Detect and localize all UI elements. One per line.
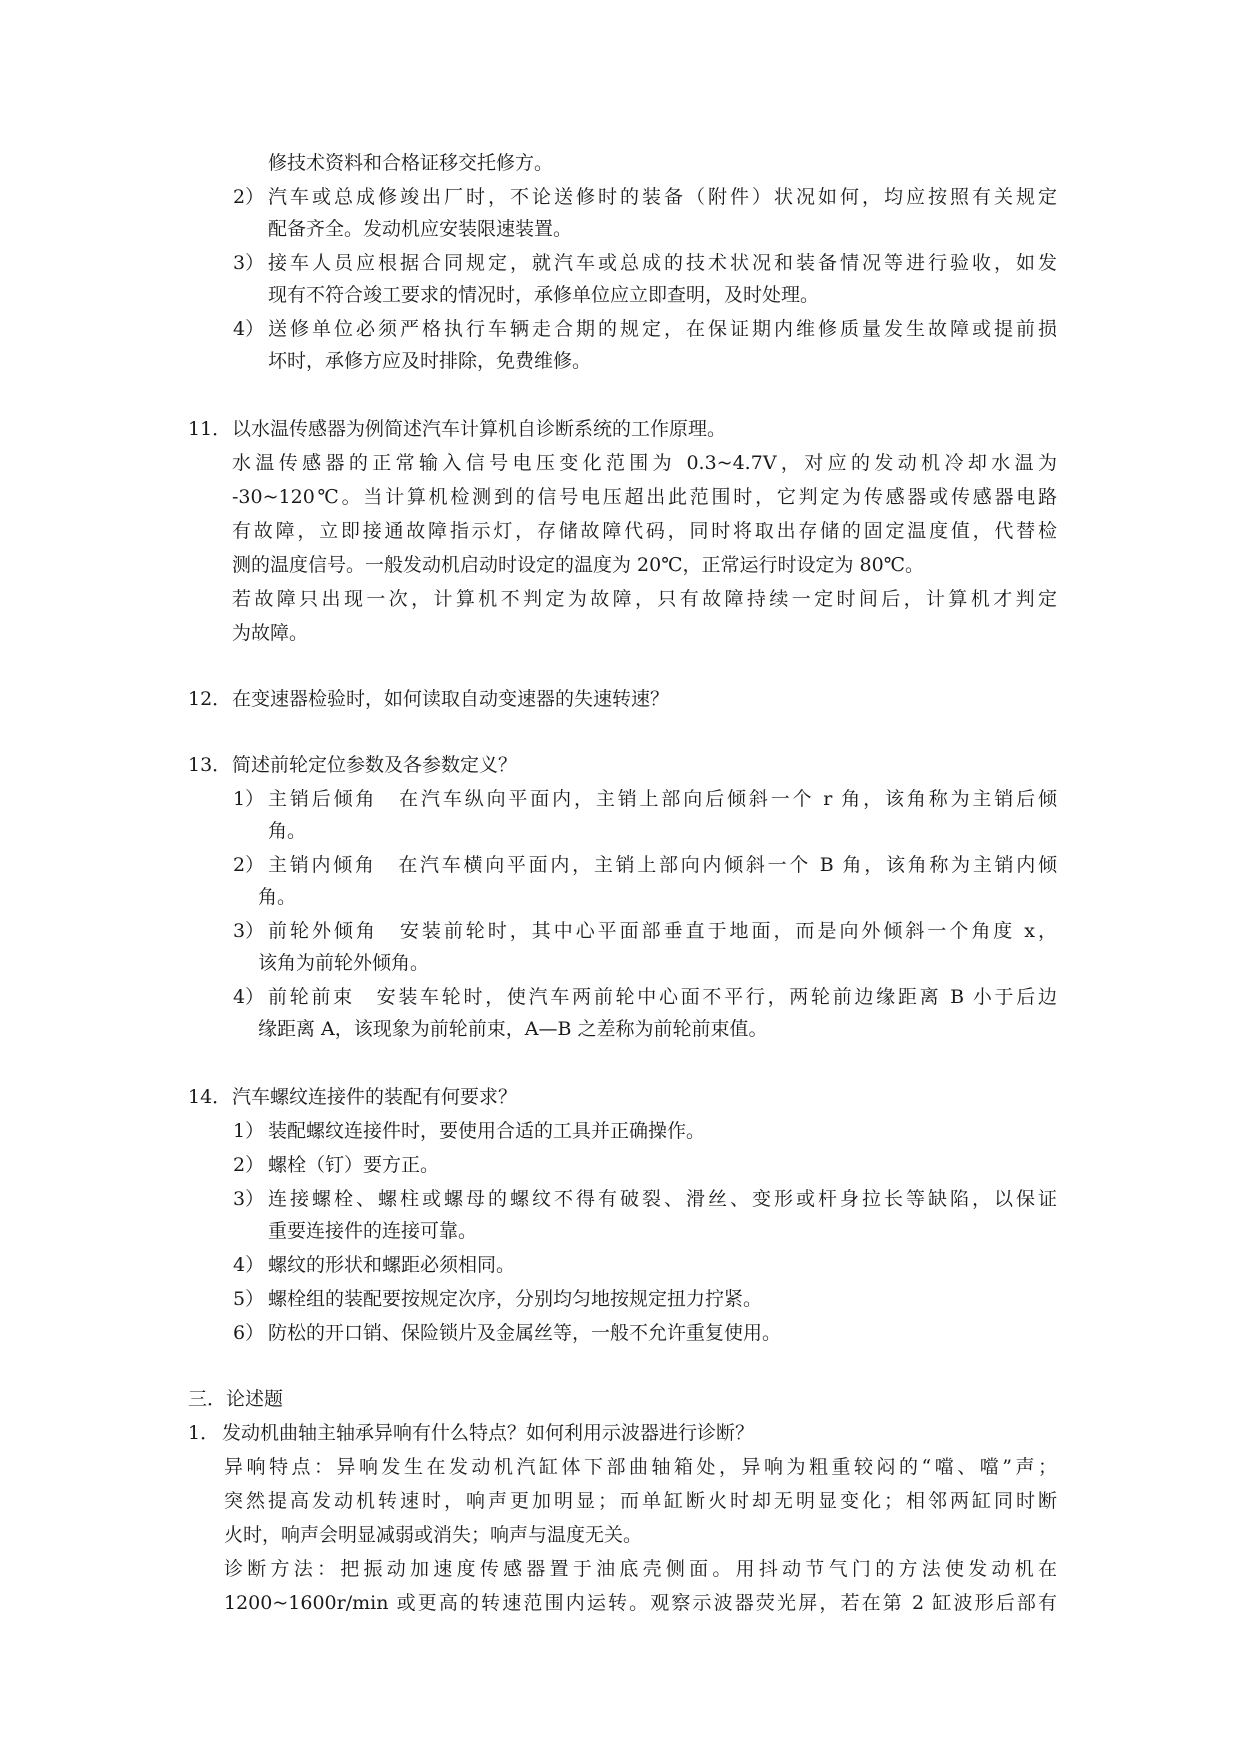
question-number: 12． xyxy=(188,688,232,710)
item-text-line: 装配螺纹连接件时，要使用合适的工具并正确操作。 xyxy=(268,1120,706,1142)
item-number: 3） xyxy=(233,252,265,274)
item-text-line: 配备齐全。发动机应安装限速装置。 xyxy=(268,218,573,240)
item-text-line: 重要连接件的连接可靠。 xyxy=(268,1220,478,1242)
item-text-line: 螺纹的形状和螺距必须相同。 xyxy=(268,1254,516,1276)
item-number: 2） xyxy=(233,186,265,208)
item-text-line: 前轮外倾角 安装前轮时，其中心平面部垂直于地面，而是向外倾斜一个角度 x， xyxy=(268,920,1057,942)
item-text-line: 主销后倾角 在汽车纵向平面内，主销上部向后倾斜一个 r 角，该角称为主销后倾 xyxy=(268,788,1057,810)
continued-line: 修技术资料和合格证移交托修方。 xyxy=(268,152,554,174)
item-text-line: 螺栓组的装配要按规定次序，分别均匀地按规定扭力拧紧。 xyxy=(268,1288,763,1310)
item-number: 4） xyxy=(233,1254,265,1276)
item-text-line: 汽车或总成修竣出厂时，不论送修时的装备（附件）状况如何，均应按照有关规定 xyxy=(268,186,1057,208)
question-title: 以水温传感器为例简述汽车计算机自诊断系统的工作原理。 xyxy=(232,418,727,440)
answer-line: 水温传感器的正常输入信号电压变化范围为 0.3~4.7V，对应的发动机冷却水温为 xyxy=(232,452,1057,474)
item-text-line: 送修单位必须严格执行车辆走合期的规定，在保证期内维修质量发生故障或提前损 xyxy=(268,318,1057,340)
answer-line: -30~120℃。当计算机检测到的信号电压超出此范围时，它判定为传感器或传感器电路 xyxy=(232,486,1057,508)
item-text-line: 前轮前束 安装车轮时，使汽车两前轮中心面不平行，两轮前边缘距离 B 小于后边 xyxy=(268,986,1057,1008)
question-number: 14． xyxy=(188,1086,232,1108)
question-title: 发动机曲轴主轴承异响有什么特点？如何利用示波器进行诊断？ xyxy=(222,1422,755,1444)
item-text-line: 现有不符合竣工要求的情况时，承修单位应立即查明，及时处理。 xyxy=(268,284,820,306)
item-text-line: 该角为前轮外倾角。 xyxy=(258,952,430,974)
item-number: 4） xyxy=(233,986,265,1008)
item-text-line: 接车人员应根据合同规定，就汽车或总成的技术状况和装备情况等进行验收，如发 xyxy=(268,252,1057,274)
answer-line: 测的温度信号。一般发动机启动时设定的温度为 20℃，正常运行时设定为 80℃。 xyxy=(232,554,924,576)
item-text-line: 主销内倾角 在汽车横向平面内，主销上部向内倾斜一个 B 角，该角称为主销内倾 xyxy=(268,854,1057,876)
item-number: 4） xyxy=(233,318,265,340)
answer-line: 突然提高发动机转速时，响声更加明显；而单缸断火时却无明显变化；相邻两缸同时断 xyxy=(224,1490,1057,1512)
question-number: 11． xyxy=(188,418,232,440)
item-text-line: 防松的开口销、保险锁片及金属丝等，一般不允许重复使用。 xyxy=(268,1322,782,1344)
section-heading: 三．论述题 xyxy=(188,1388,284,1410)
answer-line: 异响特点：异响发生在发动机汽缸体下部曲轴箱处，异响为粗重较闷的“噹、噹”声； xyxy=(224,1456,1057,1478)
answer-line: 有故障，立即接通故障指示灯，存储故障代码，同时将取出存储的固定温度值，代替检 xyxy=(232,520,1057,542)
answer-line: 若故障只出现一次，计算机不判定为故障，只有故障持续一定时间后，计算机才判定 xyxy=(232,588,1057,610)
item-text-line: 连接螺栓、螺柱或螺母的螺纹不得有破裂、滑丝、变形或杆身拉长等缺陷，以保证 xyxy=(268,1188,1057,1210)
question-title: 在变速器检验时，如何读取自动变速器的失速转速？ xyxy=(232,688,670,710)
item-number: 6） xyxy=(233,1322,265,1344)
item-text-line: 角。 xyxy=(268,820,307,842)
item-number: 3） xyxy=(233,1188,265,1210)
question-title: 汽车螺纹连接件的装配有何要求？ xyxy=(232,1086,518,1108)
item-text-line: 角。 xyxy=(258,886,297,908)
question-number: 1． xyxy=(188,1422,220,1444)
item-text-line: 坏时，承修方应及时排除，免费维修。 xyxy=(268,350,592,372)
item-number: 3） xyxy=(233,920,265,942)
question-title: 简述前轮定位参数及各参数定义？ xyxy=(232,754,518,776)
answer-line: 为故障。 xyxy=(232,622,309,644)
answer-line: 1200~1600r/min 或更高的转速范围内运转。观察示波器荧光屏，若在第 2 缸波形后部有 xyxy=(224,1592,1057,1614)
answer-line: 火时，响声会明显减弱或消失；响声与温度无关。 xyxy=(224,1524,643,1546)
item-number: 1） xyxy=(233,788,265,810)
item-number: 2） xyxy=(233,1154,265,1176)
item-number: 1） xyxy=(233,1120,265,1142)
answer-line: 诊断方法：把振动加速度传感器置于油底壳侧面。用抖动节气门的方法使发动机在 xyxy=(224,1558,1057,1580)
item-number: 5） xyxy=(233,1288,265,1310)
item-text-line: 缘距离 A，该现象为前轮前束，A—B 之差称为前轮前束值。 xyxy=(258,1018,768,1040)
item-number: 2） xyxy=(233,854,265,876)
item-text-line: 螺栓（钉）要方正。 xyxy=(268,1154,440,1176)
question-number: 13． xyxy=(188,754,232,776)
